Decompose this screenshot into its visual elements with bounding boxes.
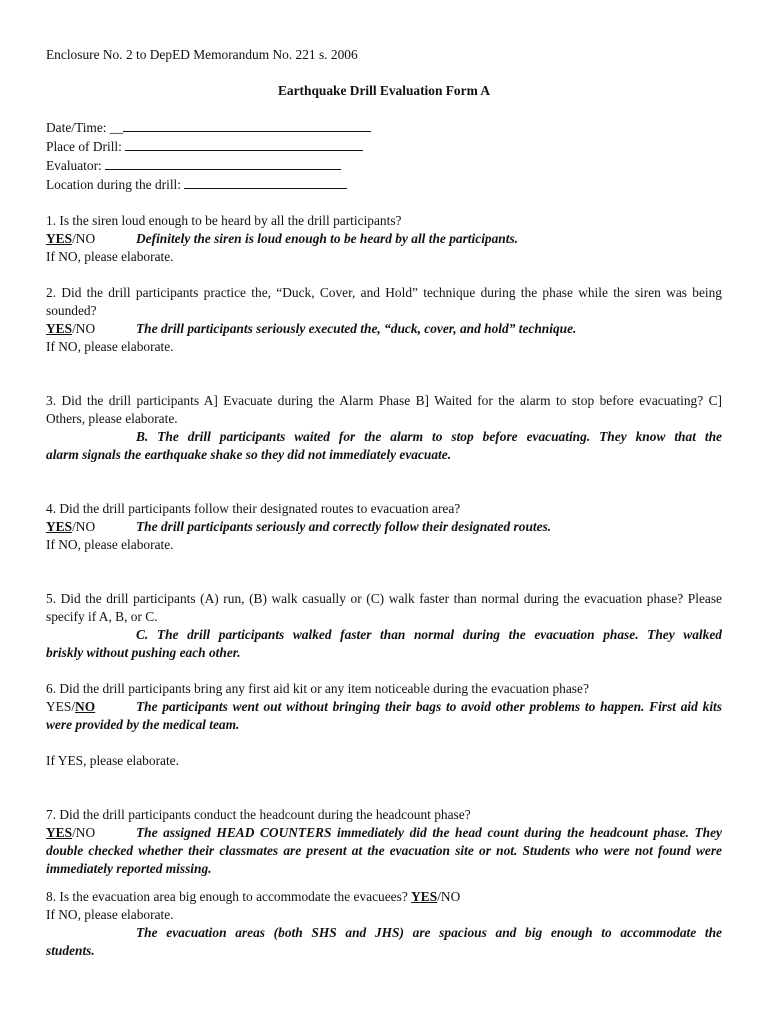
option-no[interactable]: NO [75, 825, 96, 840]
elaborate-6: If YES, please elaborate. [46, 753, 179, 768]
answer-7: The assigned HEAD COUNTERS immediately did the head count during the headcount phase. They double checked whether their classmates are present at the evacuation site or not. Students who were not found were immediately reported missing. [46, 825, 722, 876]
location-blank[interactable] [184, 175, 347, 189]
answer-3-line1: B. The drill participants waited for the alarm to stop before evacuating. They know that the [136, 429, 722, 444]
answer-5-line2: briskly without pushing each other. [46, 645, 241, 660]
date-time-field [46, 118, 722, 137]
elaborate-4: If NO, please elaborate. [46, 537, 174, 552]
location-field [46, 175, 722, 194]
question-3: 3. Did the drill participants A] Evacuate during the Alarm Phase B] Waited for the alarm to stop before evacuating? C] Others, please elaborate. [46, 393, 722, 426]
answer-8-line1: The evacuation areas (both SHS and JHS) are spacious and big enough to accommodate the [136, 925, 722, 940]
evaluator-label: Evaluator: [46, 158, 102, 173]
question-8: 8. Is the evacuation area big enough to accommodate the evacuees? YES/NO [46, 889, 461, 904]
place-field [46, 137, 722, 156]
option-no[interactable]: NO [75, 321, 96, 336]
answer-8-line2: students. [46, 943, 95, 958]
yes-no-6: YES/NO The participants went out without bringing their bags to avoid other problems to happen. First aid kits were provided by the medical team. [46, 699, 722, 732]
evaluator-field [46, 156, 722, 175]
elaborate-1: If NO, please elaborate. [46, 249, 174, 264]
date-time-blank[interactable] [123, 118, 371, 132]
yes-no-1: YES/NO Definitely the siren is loud enough to be heard by all the participants. [46, 231, 519, 246]
answer-5-line1: C. The drill participants walked faster than normal during the evacuation phase. They walked [136, 627, 722, 642]
option-yes-selected[interactable]: YES [411, 889, 438, 904]
option-yes[interactable]: YES [46, 699, 72, 714]
place-blank[interactable] [125, 137, 363, 151]
date-time-label: Date/Time: __ [46, 120, 124, 135]
evaluator-blank[interactable] [105, 156, 341, 170]
option-yes-selected[interactable]: YES [46, 231, 73, 246]
answer-2: The drill participants seriously executed the, “duck, cover, and hold” technique. [136, 321, 577, 336]
question-1: 1. Is the siren loud enough to be heard by all the drill participants? [46, 213, 402, 228]
option-no[interactable]: NO [75, 519, 96, 534]
place-label: Place of Drill: [46, 139, 122, 154]
answer-6: The participants went out without bringing their bags to avoid other problems to happen. First aid kits were provided by the medical team. [46, 699, 722, 732]
answer-1: Definitely the siren is loud enough to be heard by all the participants. [136, 231, 519, 246]
location-label: Location during the drill: [46, 177, 181, 192]
answer-3-line2: alarm signals the earthquake shake so they did not immediately evacuate. [46, 447, 452, 462]
yes-no-2: YES/NO The drill participants seriously executed the, “duck, cover, and hold” technique. [46, 321, 577, 336]
question-7: 7. Did the drill participants conduct the headcount during the headcount phase? [46, 807, 471, 822]
answer-4: The drill participants seriously and correctly follow their designated routes. [136, 519, 552, 534]
form-title: Earthquake Drill Evaluation Form A [277, 83, 491, 98]
question-4: 4. Did the drill participants follow their designated routes to evacuation area? [46, 501, 461, 516]
elaborate-8: If NO, please elaborate. [46, 907, 174, 922]
yes-no-7: YES/NO The assigned HEAD COUNTERS immediately did the head count during the headcount phase. They double checked whether their classmates are present at the evacuation site or not. Students who were not found were immediately reported missing. [46, 825, 722, 876]
yes-no-4: YES/NO The drill participants seriously and correctly follow their designated routes. [46, 519, 552, 534]
option-yes-selected[interactable]: YES [46, 825, 73, 840]
enclosure-line: Enclosure No. 2 to DepED Memorandum No. 221 s. 2006 [46, 47, 358, 62]
question-6: 6. Did the drill participants bring any first aid kit or any item noticeable during the evacuation phase? [46, 681, 589, 696]
option-yes-selected[interactable]: YES [46, 519, 73, 534]
option-yes-selected[interactable]: YES [46, 321, 73, 336]
elaborate-2: If NO, please elaborate. [46, 339, 174, 354]
question-5: 5. Did the drill participants (A) run, (B) walk casually or (C) walk faster than normal during the evacuation phase? Please specify if A, B, or C. [46, 591, 722, 624]
question-2: 2. Did the drill participants practice the, “Duck, Cover, and Hold” technique during the phase while the siren was being sounded? [46, 285, 722, 318]
option-no-selected[interactable]: NO [75, 699, 96, 714]
option-no[interactable]: NO [75, 231, 96, 246]
option-no[interactable]: NO [440, 889, 461, 904]
